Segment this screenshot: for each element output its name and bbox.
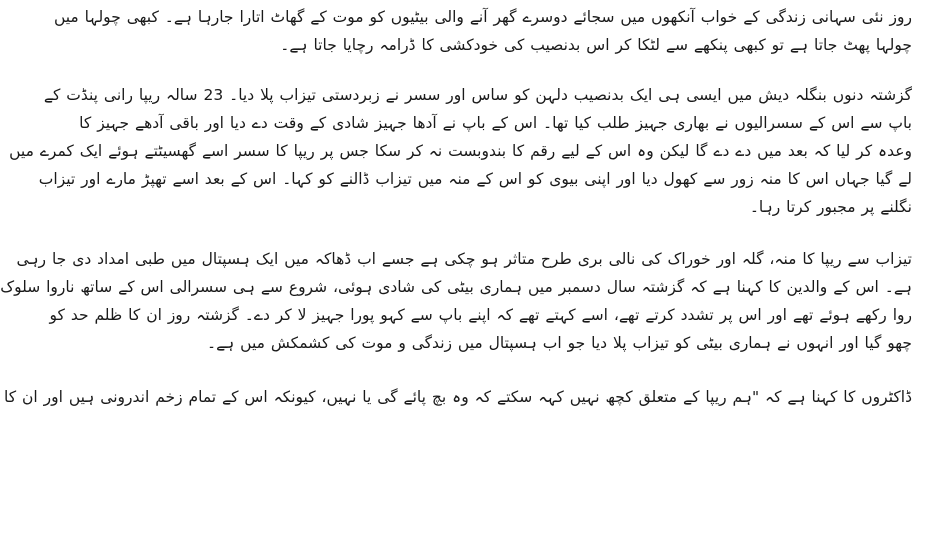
paragraph-line: روا رکھے ہوئے تھے اور اس پر تشدد کرتے تھے، اسے کہتے تھے کہ اپنے باپ سے کہو پورا جہیز لا کر دے۔ گزشتہ روز ان کا ظلم حد کو bbox=[49, 306, 912, 324]
paragraph-4 bbox=[3, 384, 912, 412]
paragraph-3 bbox=[0, 246, 912, 358]
paragraph-line: گزشتہ دنوں بنگلہ دیش میں ایسی ہی ایک بدنصیب دلہن کو ساس اور سسر نے زبردستی تیزاب پلا دیا۔ 23 سالہ ریپا رانی پنڈت کے bbox=[43, 86, 912, 104]
paragraph-2 bbox=[9, 82, 912, 222]
paragraph-line: تیزاب سے ریپا کا منہ، گلہ اور خوراک کی نالی بری طرح متاثر ہو چکی ہے جسے اب ڈھاکہ میں ایک ہسپتال میں طبی امداد دی جا رہی bbox=[16, 250, 912, 268]
paragraph-line: چولہا پھٹ جاتا ہے تو کبھی پنکھے سے لٹکا کر اس بدنصیب کی خودکشی کا ڈرامہ رچایا جاتا ہے۔ bbox=[280, 36, 912, 54]
paragraph-line: نگلنے پر مجبور کرتا رہا۔ bbox=[749, 198, 912, 216]
paragraph-line: باپ سے اس کے سسرالیوں نے بھاری جہیز طلب کیا تھا۔ اس کے باپ نے آدھا جہیز شادی کے وقت دے دیا اور باقی آدھے جہیز کا bbox=[79, 114, 912, 132]
paragraph-line: لے گیا جہاں اس کا منہ زور سے کھول دیا اور اپنی بیوی کو اس کے منہ میں تیزاب ڈالنے کو کہا۔ اس کے بعد اسے تھپڑ مارے اور تیزاب bbox=[38, 170, 912, 188]
paragraph-line: وعدہ کر لیا کہ بعد میں دے دے گا لیکن وہ اس کے لیے رقم کا بندوبست نہ کر سکا جس پر ریپا کا سسر اسے گھسیٹتے ہوئے ایک کمرے میں bbox=[9, 142, 912, 160]
paragraph-line: ہے۔ اس کے والدین کا کہنا ہے کہ گزشتہ سال دسمبر میں ہماری بیٹی کی شادی ہوئی، شروع سے ہی سسرالی اس کے ساتھ ناروا سلوک bbox=[0, 278, 912, 296]
paragraph-line: روز نئی سہانی زندگی کے خواب آنکھوں میں سجائے دوسرے گھر آنے والی بیٹیوں کو موت کے گھاٹ اتارا جارہا ہے۔ کبھی چولہا میں bbox=[53, 8, 912, 26]
paragraph-line: چھو گیا اور انہوں نے ہماری بیٹی کو تیزاب پلا دیا جو اب ہسپتال میں زندگی و موت کی کشمکش میں ہے۔ bbox=[207, 334, 912, 352]
paragraph-line: ڈاکٹروں کا کہنا ہے کہ "ہم ریپا کے متعلق کچھ نہیں کہہ سکتے کہ وہ بچ پائے گی یا نہیں، کیونکہ اس کے تمام زخم اندرونی ہیں اور ان کا bbox=[3, 388, 912, 406]
paragraph-1 bbox=[53, 4, 912, 60]
article-body bbox=[0, 4, 912, 436]
